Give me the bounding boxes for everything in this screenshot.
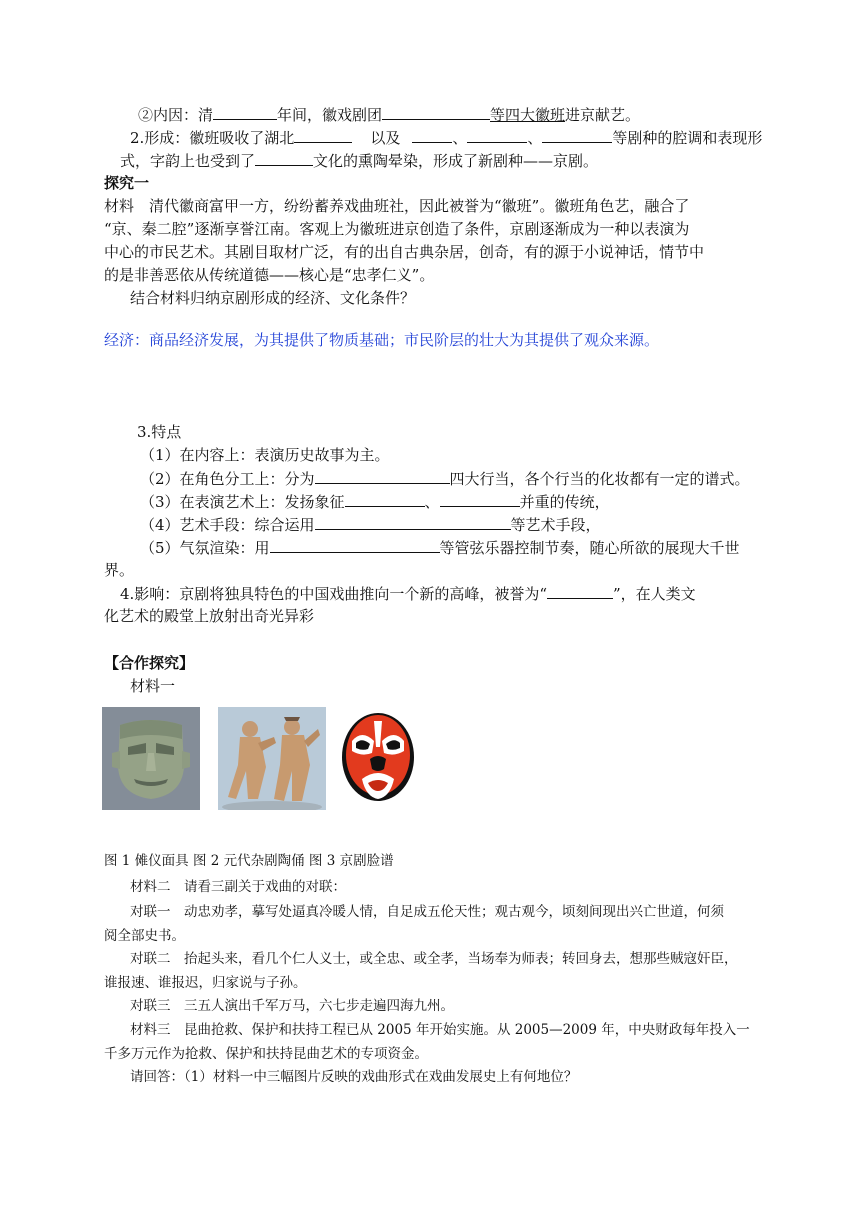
image-yuan-figurines	[218, 707, 326, 810]
material-line-2: “京、秦二腔”逐渐享誉江南。客观上为徽班进京创造了条件，京剧逐渐成为一种以表演为	[104, 220, 690, 238]
feature-2: （2）在角色分工上：分为 四大行当，各个行当的化妆都有一定的谱式。	[140, 467, 750, 490]
feature-5-cont: 界。	[104, 561, 135, 579]
couplet-1-line-2: 阅全部史书。	[104, 928, 185, 944]
material3-line-1: 材料三 昆曲抢救、保护和扶持工程已从 2005 年开始实施。从 2005—2009 年，中央财政每年投入一	[130, 1022, 750, 1038]
couplet-1-line-1: 对联一 动忠劝孝，摹写处逼真冷暖人情，自足成五伦天性；观古观今，顷刻间现出兴亡世道，何须	[130, 904, 724, 920]
coop-title: 【合作探究】	[104, 654, 195, 672]
answer-text: 经济：商品经济发展，为其提供了物质基础；市民阶层的壮大为其提供了观众来源。	[104, 331, 660, 349]
blank-symbol-2[interactable]	[440, 490, 520, 507]
image-caption: 图 1 傩仪面具 图 2 元代杂剧陶俑 图 3 京剧脸谱	[104, 853, 394, 869]
material3-line-2: 千多万元作为抢救、保护和扶持昆曲艺术的专项资金。	[104, 1046, 428, 1062]
blank-instruments[interactable]	[270, 536, 440, 553]
blank-honor[interactable]	[547, 582, 613, 599]
blank-opera-3[interactable]	[542, 126, 612, 143]
influence-line-2: 化艺术的殿堂上放射出奇光异彩	[104, 607, 315, 625]
material-line-1: 材料 清代徽商富甲一方，纷纷蓄养戏曲班社，因此被誉为“徽班”。徽班角色艺，融合了	[104, 197, 690, 215]
influence-line: 4.影响：京剧将独具特色的中国戏曲推向一个新的高峰，被誉为“ ”，在人类文	[120, 582, 696, 605]
blank-hubei[interactable]	[294, 126, 352, 143]
blank-reign[interactable]	[213, 103, 277, 120]
feature-3: （3）在表演艺术上：发扬象征 、 并重的传统，	[140, 490, 610, 513]
section-title-explore-1: 探究一	[104, 174, 150, 192]
couplet-2-line-1: 对联二 抬起头来，看几个仁人义士，或全忠、或全孝，当场奉为师表；转回身去，想那些贼寇奸臣，	[130, 951, 738, 967]
couplet-3: 对联三 三五人演出千军万马，六七步走遍四海九州。	[130, 998, 454, 1014]
feature-4: （4）艺术手段：综合运用 等艺术手段，	[140, 513, 601, 536]
formation-line: 2.形成：徽班吸收了湖北 以及 、 、 等剧种的腔调和表现形	[130, 126, 762, 149]
cause-line: ②内因：清 年间，徽戏剧团 等四大徽班进京献艺。	[138, 103, 640, 126]
blank-roles[interactable]	[315, 467, 450, 484]
pottery-figurines-icon	[218, 707, 326, 810]
formation-line-2: 式，字韵上也受到了 文化的熏陶晕染，形成了新剧种——京剧。	[120, 149, 598, 172]
question-1: 结合材料归纳京剧形成的经济、文化条件？	[130, 289, 416, 307]
blank-troupe[interactable]	[382, 103, 490, 120]
feature-5: （5）气氛渲染：用 等管弦乐器控制节奏，随心所欲的展现大千世	[140, 536, 740, 559]
image-peking-opera-mask	[338, 707, 418, 810]
material2-intro: 材料二 请看三副关于戏曲的对联：	[130, 879, 346, 895]
material1-label: 材料一	[130, 677, 176, 695]
material-line-4: 的是非善恶依从传统道德——核心是“忠孝仁义”。	[104, 266, 435, 284]
blank-symbol-1[interactable]	[345, 490, 425, 507]
material-line-3: 中心的市民艺术。其剧目取材广泛，有的出自古典杂居，创奇，有的源于小说神话，情节中	[104, 243, 705, 261]
features-title: 3.特点	[137, 423, 182, 441]
blank-culture[interactable]	[255, 149, 313, 166]
bronze-mask-icon	[102, 707, 200, 810]
blank-opera-1[interactable]	[412, 126, 452, 143]
image-nuo-mask	[102, 707, 200, 810]
question-2: 请回答：（1）材料一中三幅图片反映的戏曲形式在戏曲发展史上有何地位？	[130, 1069, 578, 1085]
feature-1: （1）在内容上：表演历史故事为主。	[140, 446, 390, 464]
blank-art-means[interactable]	[315, 513, 511, 530]
blank-opera-2[interactable]	[467, 126, 527, 143]
opera-face-icon	[338, 707, 418, 810]
couplet-2-line-2: 谁报速、谁报迟，归家说与子孙。	[104, 975, 307, 991]
